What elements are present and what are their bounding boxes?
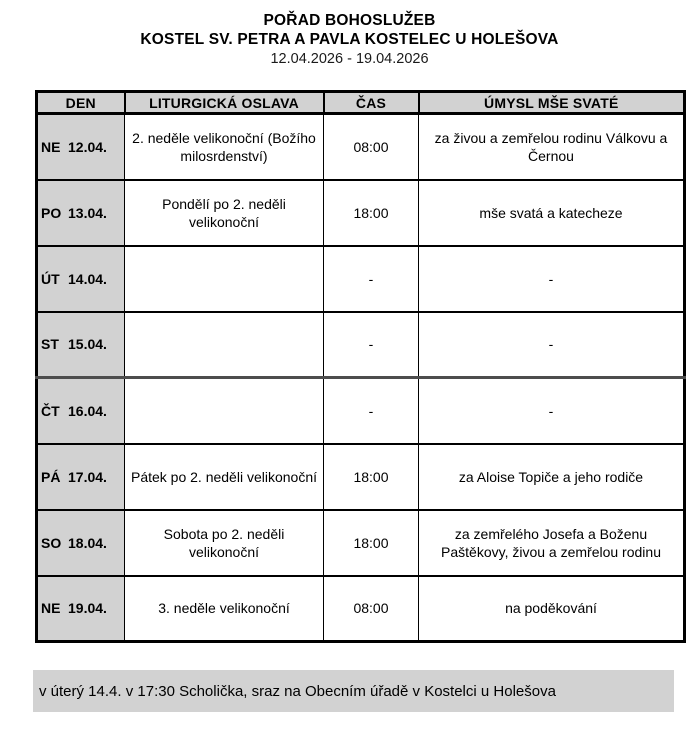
intention-cell: - [419,246,685,312]
day-abbr: SO [41,534,62,551]
header-day: DEN [37,92,125,114]
day-cell [37,246,125,312]
table-row [37,576,685,642]
celebration-cell: Pátek po 2. neděli velikonoční [125,444,324,510]
day-abbr: ÚT [41,270,60,287]
celebration-cell [125,246,324,312]
day-date: 14.04. [68,270,107,287]
church-name: KOSTEL SV. PETRA A PAVLA KOSTELEC U HOLEŠOVA [140,31,559,48]
celebration-cell [125,312,324,378]
time-cell: - [324,312,419,378]
day-cell [37,114,125,180]
day-abbr: PO [41,204,62,221]
day-abbr: ČT [41,402,60,419]
day-date: 17.04. [68,468,107,485]
celebration-cell: 3. neděle velikonoční [125,576,324,642]
header-row [37,92,685,114]
header-intention: ÚMYSL MŠE SVATÉ [419,92,685,114]
celebration-cell: Sobota po 2. neděli velikonoční [125,510,324,576]
table-row [37,378,685,444]
celebration-cell [125,378,324,444]
date-range: 12.04.2026 - 19.04.2026 [270,51,429,67]
intention-cell: za zemřelého Josefa a Boženu Paštěkovy, živou a zemřelou rodinu [419,510,685,576]
table-row [37,312,685,378]
day-cell [37,576,125,642]
intention-cell: - [419,312,685,378]
day-date: 19.04. [68,600,107,617]
time-cell: 08:00 [324,114,419,180]
announcement-bar [33,670,674,712]
header-time: ČAS [324,92,419,114]
table-row [37,180,685,246]
announcement-text: v úterý 14.4. v 17:30 Scholička, sraz na Obecním úřadě v Kostelci u Holešova [39,682,556,700]
day-cell [37,510,125,576]
day-abbr: NE [41,600,61,617]
day-date: 16.04. [68,402,107,419]
day-abbr: NE [41,138,61,155]
intention-cell: za živou a zemřelou rodinu Válkovu a Černou [419,114,685,180]
celebration-cell: 2. neděle velikonoční (Božího milosrdenství) [125,114,324,180]
day-date: 13.04. [68,204,107,221]
celebration-cell: Pondělí po 2. neděli velikonoční [125,180,324,246]
table-row [37,246,685,312]
day-abbr: ST [41,336,59,353]
day-date: 15.04. [68,336,107,353]
intention-cell: mše svatá a katecheze [419,180,685,246]
time-cell: 18:00 [324,444,419,510]
header-celebration: LITURGICKÁ OSLAVA [125,92,324,114]
table-row [37,114,685,180]
time-cell: - [324,246,419,312]
intention-cell: na poděkování [419,576,685,642]
day-cell [37,180,125,246]
time-cell: - [324,378,419,444]
time-cell: 18:00 [324,180,419,246]
table-row [37,444,685,510]
day-cell [37,378,125,444]
day-abbr: PÁ [41,468,61,485]
day-cell [37,444,125,510]
time-cell: 08:00 [324,576,419,642]
time-cell: 18:00 [324,510,419,576]
schedule-table [35,90,686,643]
intention-cell: za Aloise Topiče a jeho rodiče [419,444,685,510]
intention-cell: - [419,378,685,444]
day-cell [37,312,125,378]
table-row [37,510,685,576]
title-block [0,0,699,69]
day-date: 12.04. [68,138,107,155]
day-date: 18.04. [68,534,107,551]
page-title: POŘAD BOHOSLUŽEB [263,12,436,29]
